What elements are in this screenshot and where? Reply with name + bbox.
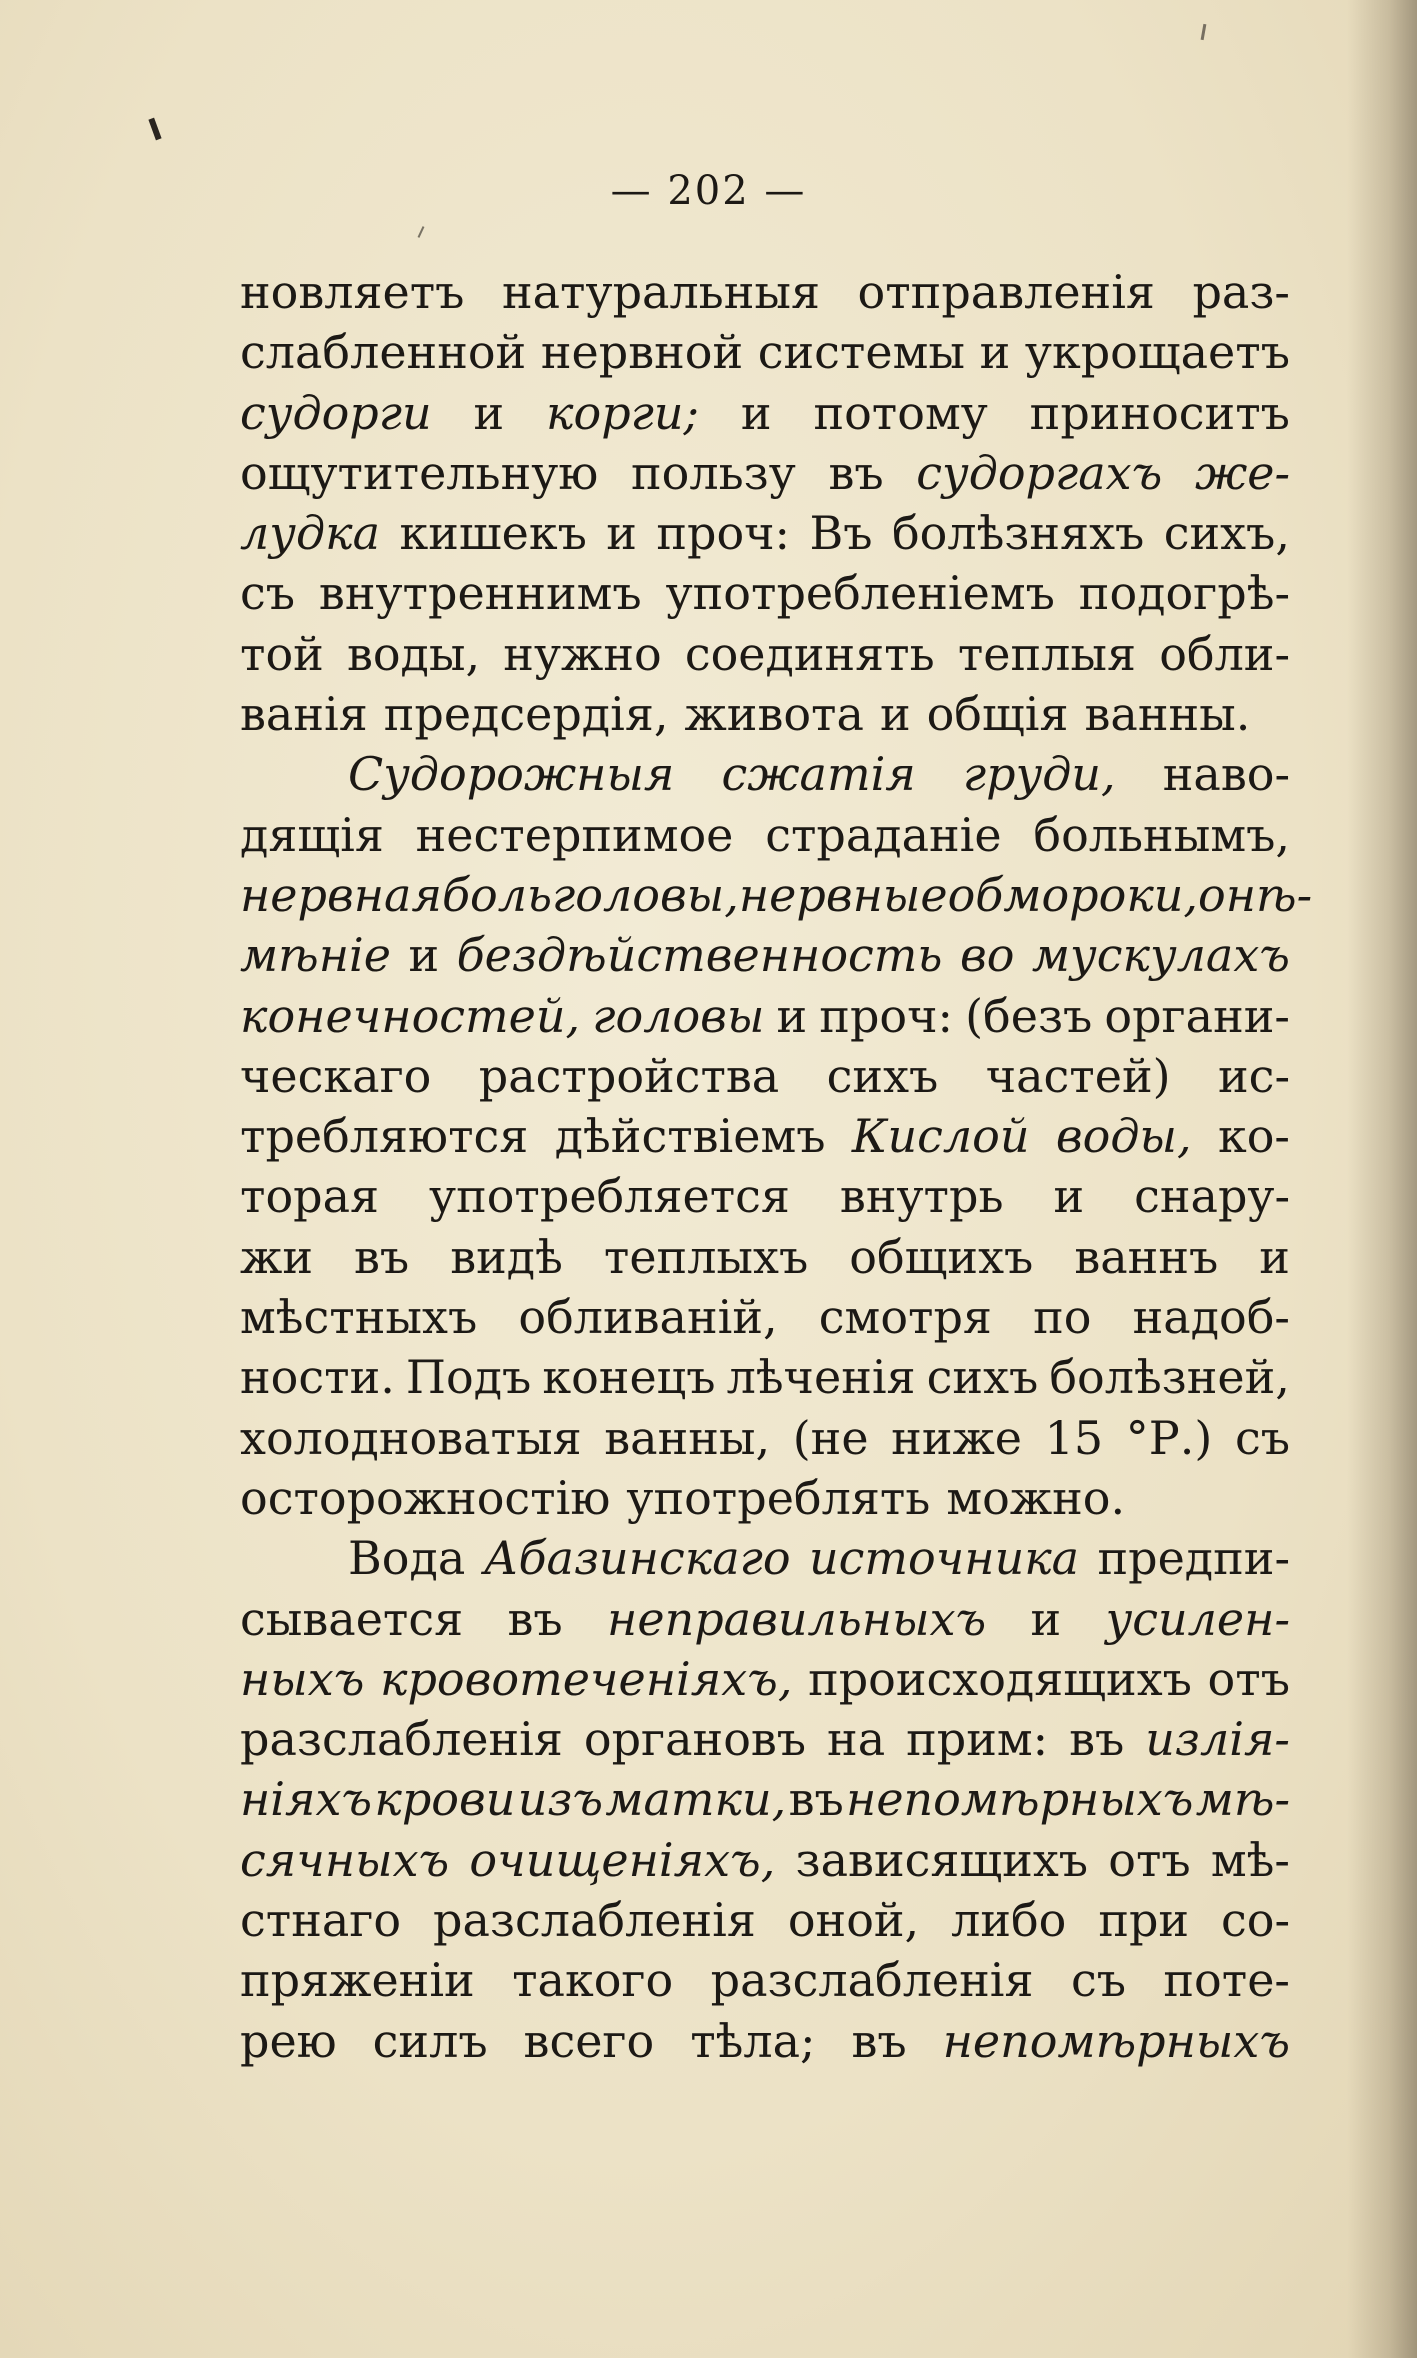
- word: ваннъ: [1074, 1229, 1219, 1284]
- word: судоргахъ: [916, 445, 1163, 500]
- text-line: [240, 1589, 1290, 1649]
- word: слабленной: [240, 325, 527, 380]
- word: въ: [507, 1591, 563, 1646]
- word: груди,: [962, 747, 1116, 802]
- word: Вода: [348, 1531, 466, 1586]
- word: матки,: [605, 1772, 787, 1827]
- word: надоб-: [1132, 1290, 1290, 1345]
- text-line: [240, 986, 1290, 1046]
- word: ощутительную: [240, 445, 599, 500]
- word: требляются: [240, 1109, 529, 1164]
- word: °Р.): [1125, 1410, 1213, 1465]
- word: нервной: [540, 325, 744, 380]
- word: по: [1033, 1290, 1092, 1345]
- word: непомѣрныхъ: [942, 2013, 1290, 2068]
- word: изъ: [517, 1772, 604, 1827]
- word: онѣ-: [1198, 867, 1313, 922]
- word: обливаній,: [518, 1290, 778, 1345]
- word: во: [959, 928, 1015, 983]
- word: теплыхъ: [603, 1229, 809, 1284]
- word: нервные: [738, 867, 948, 922]
- word: зависящихъ: [795, 1832, 1089, 1887]
- word: разслабленія: [433, 1893, 756, 1948]
- word: оной,: [787, 1893, 920, 1948]
- word: холодноватыя: [240, 1410, 582, 1465]
- word: ности.: [240, 1350, 395, 1405]
- word: сжатія: [721, 747, 916, 802]
- word: ческаго: [240, 1048, 432, 1103]
- word: боль: [441, 867, 553, 922]
- word: очищеніяхъ,: [469, 1832, 776, 1887]
- word: лѣченія: [726, 1350, 916, 1405]
- word: нужно: [503, 626, 662, 681]
- word: натуральныя: [501, 265, 820, 319]
- word: съ: [1070, 1953, 1126, 2008]
- word: потому: [813, 385, 988, 440]
- word: жи: [240, 1229, 313, 1284]
- word: и: [473, 385, 505, 440]
- text-line: [240, 563, 1290, 623]
- word: обли-: [1159, 626, 1290, 681]
- word: Въ: [809, 506, 873, 561]
- word: въ: [851, 2013, 907, 2068]
- word: новляетъ: [240, 265, 465, 319]
- word: ванны,: [604, 1410, 771, 1465]
- word: общія: [926, 687, 1069, 742]
- text-line: [240, 1468, 1290, 1528]
- word: сывается: [240, 1591, 464, 1646]
- word: стнаго: [240, 1893, 402, 1948]
- word: обмороки,: [947, 867, 1199, 922]
- word: органи-: [1104, 988, 1290, 1043]
- word: пользу: [631, 445, 796, 500]
- word: ко-: [1217, 1109, 1290, 1164]
- text-line: [240, 2011, 1290, 2071]
- word: мѣ-: [1210, 1832, 1290, 1887]
- word: проч:: [656, 506, 791, 561]
- text-line: [240, 1830, 1290, 1890]
- word: кишекъ: [399, 506, 587, 561]
- word: при: [1098, 1893, 1190, 1948]
- word: ныхъ: [240, 1651, 365, 1706]
- text-line: [240, 1347, 1290, 1407]
- word: нервная: [240, 867, 442, 922]
- word: и: [1259, 1229, 1290, 1284]
- word: той: [240, 626, 324, 681]
- word: и: [740, 385, 772, 440]
- text-line: [240, 503, 1290, 563]
- word: раз-: [1192, 265, 1290, 319]
- word: непомѣрныхъ: [846, 1772, 1194, 1827]
- word: излія-: [1145, 1712, 1290, 1767]
- word: нестерпимое: [415, 807, 734, 862]
- word: ванія: [240, 687, 368, 742]
- text-line: [240, 744, 1290, 804]
- word: прим:: [906, 1712, 1049, 1767]
- text-line: [240, 1227, 1290, 1287]
- word: смотря: [818, 1290, 992, 1345]
- word: соединять: [684, 626, 935, 681]
- word: живота: [684, 687, 864, 742]
- word: происходящихъ: [808, 1651, 1192, 1706]
- text-line: [240, 1166, 1290, 1226]
- text-line: [240, 1709, 1290, 1769]
- page-number: — 202 —: [610, 168, 807, 214]
- word: дѣйствіемъ: [554, 1109, 826, 1164]
- text-line: [240, 684, 1290, 744]
- word: съ: [1234, 1410, 1290, 1465]
- word: и: [1030, 1591, 1062, 1646]
- word: страданіе: [765, 807, 1002, 862]
- word: въ: [354, 1229, 410, 1284]
- page-edge-shadow: [1347, 0, 1417, 2358]
- word: на: [827, 1712, 886, 1767]
- text-line: [240, 1769, 1290, 1829]
- word: 15: [1044, 1410, 1104, 1465]
- word: воды,: [346, 626, 481, 681]
- text-line: [240, 1528, 1290, 1588]
- word: общихъ: [849, 1229, 1034, 1284]
- word: Кислой: [851, 1109, 1030, 1164]
- text-line: [240, 865, 1313, 925]
- word: ванны.: [1084, 687, 1251, 742]
- word: органовъ: [583, 1712, 807, 1767]
- word: кровотеченіяхъ,: [380, 1651, 793, 1706]
- word: наво-: [1162, 747, 1290, 802]
- word: и: [776, 988, 808, 1043]
- word: сихъ: [926, 1350, 1039, 1405]
- word: дящія: [240, 807, 384, 862]
- word: крови: [374, 1772, 516, 1827]
- text-line: [240, 1890, 1290, 1950]
- word: мѣ-: [1195, 1772, 1290, 1827]
- word: употреблять: [626, 1470, 931, 1525]
- word: отправленія: [857, 265, 1155, 319]
- text-line: [240, 925, 1290, 985]
- word: головы,: [552, 867, 739, 922]
- text-line: [240, 383, 1290, 443]
- word: конечностей,: [240, 988, 581, 1043]
- word: можно.: [946, 1470, 1126, 1525]
- text-line: [240, 1046, 1290, 1106]
- word: осторожностію: [240, 1470, 611, 1525]
- text-line: [240, 1950, 1290, 2010]
- word: системы: [757, 325, 965, 380]
- text-line: [240, 624, 1290, 684]
- word: мускулахъ: [1031, 928, 1290, 983]
- word: сихъ,: [1163, 506, 1290, 561]
- word: источника: [808, 1531, 1080, 1586]
- body-text: [240, 262, 1313, 2071]
- text-line: [240, 1106, 1290, 1166]
- word: корги;: [546, 385, 700, 440]
- word: мѣстныхъ: [240, 1290, 478, 1345]
- word: судорги: [240, 385, 432, 440]
- word: поте-: [1163, 1953, 1290, 2008]
- word: и: [1053, 1169, 1085, 1224]
- word: растройства: [478, 1048, 780, 1103]
- word: головы: [592, 988, 765, 1043]
- text-line: [240, 443, 1290, 503]
- ink-speck: [148, 118, 161, 141]
- word: частей): [985, 1048, 1171, 1103]
- word: рею: [240, 2013, 337, 2068]
- word: сихъ: [826, 1048, 939, 1103]
- word: употребляется: [429, 1169, 790, 1224]
- word: усилен-: [1105, 1591, 1290, 1646]
- word: проч:: [819, 988, 953, 1043]
- word: и: [606, 506, 637, 561]
- word: употребленіемъ: [665, 566, 1055, 621]
- word: такого: [512, 1953, 674, 2008]
- word: лудка: [240, 506, 381, 561]
- word: въ: [828, 445, 884, 500]
- word: мѣніе: [240, 928, 391, 983]
- word: ис-: [1218, 1048, 1290, 1103]
- word: приноситъ: [1029, 385, 1290, 440]
- word: отъ: [1207, 1651, 1290, 1706]
- ink-speck: [418, 226, 425, 238]
- word: тѣла;: [690, 2013, 816, 2068]
- word: внутрь: [839, 1169, 1004, 1224]
- word: бездѣйственность: [456, 928, 943, 983]
- ink-speck: [1201, 24, 1207, 40]
- word: предпи-: [1097, 1531, 1290, 1586]
- word: торая: [240, 1169, 380, 1224]
- word: разслабленія: [240, 1712, 563, 1767]
- text-line: [240, 262, 1290, 322]
- word: отъ: [1108, 1832, 1191, 1887]
- word: въ: [1069, 1712, 1125, 1767]
- word: Подъ: [405, 1350, 532, 1405]
- word: снару-: [1134, 1169, 1290, 1224]
- text-line: [240, 1408, 1290, 1468]
- word: всего: [523, 2013, 655, 2068]
- text-line: [240, 322, 1290, 382]
- word: либо: [951, 1893, 1067, 1948]
- word: ніяхъ: [240, 1772, 373, 1827]
- word: больнымъ,: [1033, 807, 1290, 862]
- word: съ: [240, 566, 296, 621]
- word: видѣ: [450, 1229, 563, 1284]
- word: Судорожныя: [348, 747, 675, 802]
- word: болѣзней,: [1049, 1350, 1290, 1405]
- word: конецъ: [542, 1350, 716, 1405]
- text-line: [240, 1649, 1290, 1709]
- text-line: [240, 805, 1290, 865]
- word: неправильныхъ: [607, 1591, 987, 1646]
- word: теплыя: [957, 626, 1137, 681]
- word: и: [408, 928, 440, 983]
- word: (безъ: [965, 988, 1093, 1043]
- word: предсердія,: [383, 687, 669, 742]
- word: же-: [1194, 445, 1290, 500]
- text-line: [240, 1287, 1290, 1347]
- word: ниже: [891, 1410, 1023, 1465]
- word: воды,: [1055, 1109, 1192, 1164]
- word: (не: [792, 1410, 869, 1465]
- word: укрощаетъ: [1024, 325, 1290, 380]
- word: подогрѣ-: [1078, 566, 1290, 621]
- word: со-: [1221, 1893, 1290, 1948]
- word: силъ: [372, 2013, 488, 2068]
- word: разслабленія: [710, 1953, 1034, 2008]
- word: и: [979, 325, 1011, 380]
- word: пряженіи: [240, 1953, 475, 2008]
- word: Абазинскаго: [483, 1531, 791, 1586]
- word: болѣзняхъ: [891, 506, 1145, 561]
- word: и: [879, 687, 911, 742]
- word: въ: [788, 1772, 844, 1827]
- word: сячныхъ: [240, 1832, 450, 1887]
- word: внутреннимъ: [318, 566, 642, 621]
